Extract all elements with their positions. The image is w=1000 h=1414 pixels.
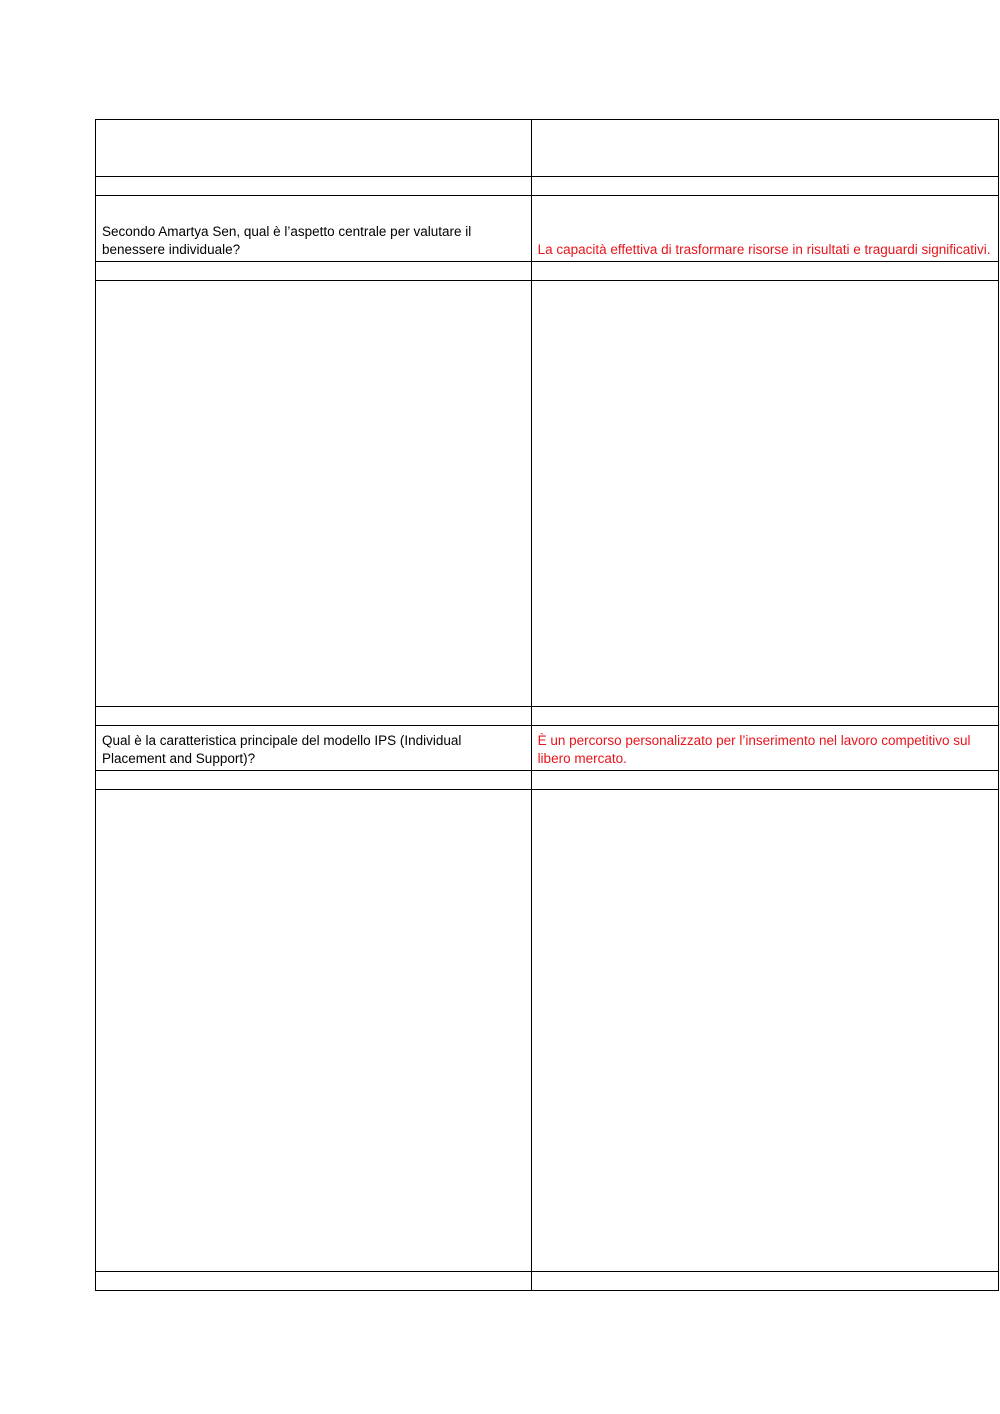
empty-cell[interactable] (531, 790, 998, 1272)
table-row (96, 771, 999, 790)
question-text: Secondo Amartya Sen, qual è l’aspetto centrale per valutare il benessere individuale? (102, 224, 472, 257)
empty-cell[interactable] (96, 120, 532, 177)
table-row (96, 177, 999, 196)
answer-cell[interactable] (531, 726, 998, 771)
empty-cell[interactable] (531, 707, 998, 726)
empty-cell[interactable] (531, 771, 998, 790)
empty-cell[interactable] (96, 177, 532, 196)
table-row (96, 196, 999, 262)
empty-cell[interactable] (531, 1272, 998, 1291)
table-row (96, 281, 999, 707)
empty-cell[interactable] (96, 707, 532, 726)
empty-cell[interactable] (96, 790, 532, 1272)
answer-text: È un percorso personalizzato per l’inserimento nel lavoro competitivo sul libero mercato. (537, 733, 971, 766)
table-row (96, 120, 999, 177)
empty-cell[interactable] (531, 262, 998, 281)
empty-cell[interactable] (96, 262, 532, 281)
empty-cell[interactable] (531, 177, 998, 196)
answer-cell[interactable] (531, 196, 998, 262)
question-cell[interactable] (96, 196, 532, 262)
question-cell[interactable] (96, 726, 532, 771)
table-row (96, 707, 999, 726)
empty-cell[interactable] (531, 281, 998, 707)
table-row (96, 726, 999, 771)
empty-cell[interactable] (531, 120, 998, 177)
table-row (96, 1272, 999, 1291)
table-row (96, 790, 999, 1272)
empty-cell[interactable] (96, 771, 532, 790)
empty-cell[interactable] (96, 1272, 532, 1291)
quiz-table (95, 119, 999, 1291)
table-row (96, 262, 999, 281)
answer-text: La capacità effettiva di trasformare risorse in risultati e traguardi significativi. (537, 242, 991, 257)
empty-cell[interactable] (96, 281, 532, 707)
question-text: Qual è la caratteristica principale del modello IPS (Individual Placement and Support)? (102, 733, 462, 766)
